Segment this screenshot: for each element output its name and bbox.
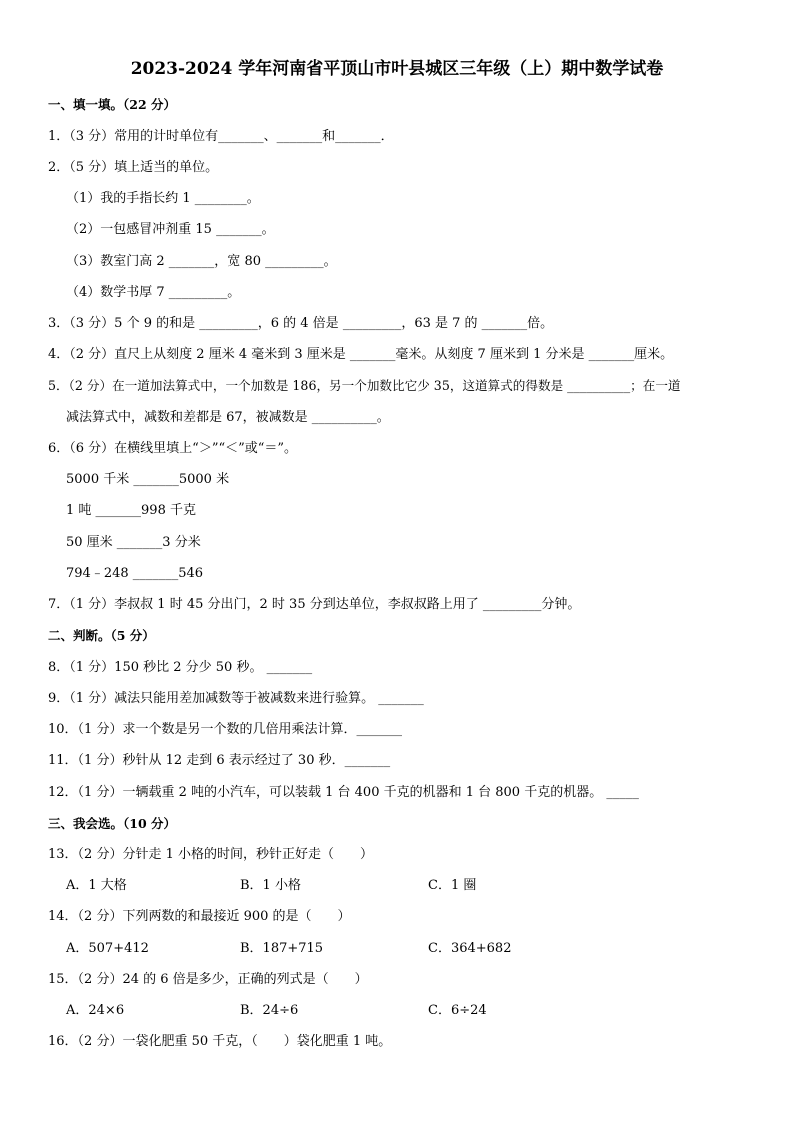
question-2-part-1: （1）我的手指长约 1 ________。 [66,191,260,206]
question-2-part-2: （2）一包感冒冲剂重 15 _______。 [66,222,275,237]
question-7: 7．（1 分）李叔叔 1 时 45 分出门，2 时 35 分到达单位，李叔叔路上用了 _________分钟。 [48,597,581,612]
question-12: 12．（1 分）一辆载重 2 吨的小汽车，可以装载 1 台 400 千克的机器和 1 台 800 千克的机器。 _____ [48,785,639,800]
question-14-option-a: A．507+412 [66,941,149,956]
question-14-option-b: B．187+715 [240,941,324,956]
section-heading-judge: 二、判断。（5 分） [48,628,155,643]
question-16: 16．（2 分）一袋化肥重 50 千克，（ ）袋化肥重 1 吨。 [48,1034,392,1049]
question-5-line-1: 5．（2 分）在一道加法算式中，一个加数是 186，另一个加数比它少 35，这道算式的得数是 __________；在一道 [48,378,681,393]
section-heading-fill-in: 一、填一填。（22 分） [48,97,176,112]
question-8: 8．（1 分）150 秒比 2 分少 50 秒。 _______ [48,660,313,675]
question-15-option-b: B．24÷6 [240,1003,299,1018]
question-14-option-c: C．364+682 [428,941,512,956]
question-6-item-1: 5000 千米 _______5000 米 [66,472,230,487]
question-13-option-a: A．1 大格 [66,878,127,893]
section-heading-choose: 三、我会选。（10 分） [48,816,176,831]
question-3: 3．（3 分）5 个 9 的和是 _________，6 的 4 倍是 _________，63 是 7 的 _______倍。 [48,316,554,331]
question-2-part-3: （3）教室门高 2 _______，宽 80 _________。 [66,254,337,269]
question-2: 2．（5 分）填上适当的单位。 [48,160,219,175]
question-14: 14．（2 分）下列两数的和最接近 900 的是（ ） [48,909,351,924]
question-15: 15．（2 分）24 的 6 倍是多少，正确的列式是（ ） [48,972,368,987]
question-5-line-2: 减法算式中，减数和差都是 67，被减数是 __________。 [66,410,390,425]
question-2-part-4: （4）数学书厚 7 _________。 [66,285,241,300]
question-6-item-2: 1 吨 _______998 千克 [66,503,196,518]
question-6: 6．（6 分）在横线里填上“＞”“＜”或“＝”。 [48,441,298,456]
question-6-item-3: 50 厘米 _______3 分米 [66,535,201,550]
question-15-option-c: C．6÷24 [428,1003,487,1018]
question-13: 13．（2 分）分针走 1 小格的时间，秒针正好走（ ） [48,847,373,862]
question-11: 11．（1 分）秒针从 12 走到 6 表示经过了 30 秒．_______ [48,753,391,768]
question-6-item-4: 794﹣248 _______546 [66,566,204,581]
question-9: 9．（1 分）减法只能用差加减数等于被减数来进行验算。 _______ [48,691,424,706]
page-title: 2023-2024 学年河南省平顶山市叶县城区三年级（上）期中数学试卷 [130,59,664,79]
question-13-option-c: C．1 圈 [428,878,477,893]
question-1: 1．（3 分）常用的计时单位有_______、_______和_______． [48,129,394,144]
question-15-option-a: A．24×6 [66,1003,125,1018]
question-13-option-b: B．1 小格 [240,878,301,893]
question-4: 4．（2 分）直尺上从刻度 2 厘米 4 毫米到 3 厘米是 _______毫米。从刻度 7 厘米到 1 分米是 _______厘米。 [48,347,674,362]
question-10: 10．（1 分）求一个数是另一个数的几倍用乘法计算．_______ [48,722,402,737]
